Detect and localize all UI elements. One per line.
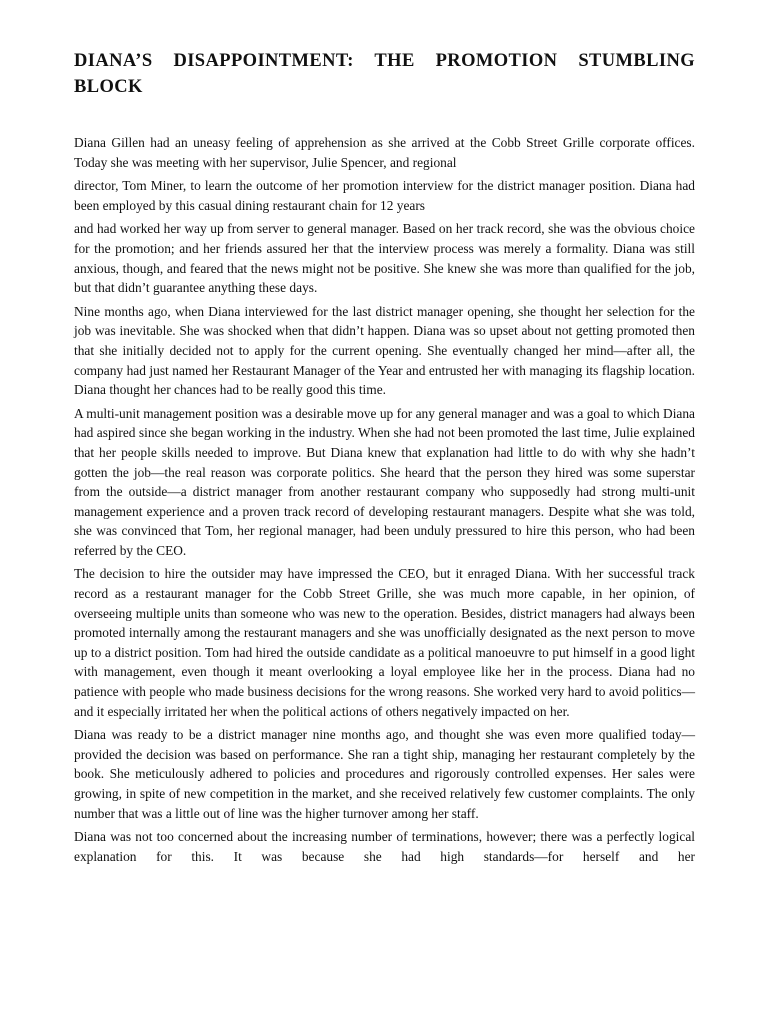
- document-page: [74, 48, 695, 870]
- paragraph-7: Diana was ready to be a district manager nine months ago, and thought she was even more qualified today—provided the decision was based on performance. She ran a tight ship, managing her restaurant completely by the book. She meticulously adhered to policies and procedures and rigorously controlled expenses. Her sales were growing, in spite of new competition in the market, and she received relatively few customer complaints. The only number that was a little out of line was the higher turnover among her staff.: [74, 727, 695, 821]
- document-title: DIANA’S DISAPPOINTMENT: THE PROMOTION STUMBLING BLOCK: [74, 51, 695, 97]
- paragraph-6: The decision to hire the outsider may have impressed the CEO, but it enraged Diana. With her successful track record as a restaurant manager for the Cobb Street Grille, she was much more capable, in her opinion, of overseeing multiple units than someone who was new to the operation. Besides, district managers had always been promoted internally among the restaurant managers and she was unofficially designated as the next person to move up to a district position. Tom had hired the outside candidate as a political manoeuvre to put himself in a good light with management, even though it meant overlooking a loyal employee like her in the process. Diana had no patience with people who made business decisions for the wrong reasons. She worked very hard to avoid politics—and it especially irritated her when the political actions of others negatively impacted on her.: [74, 566, 695, 719]
- paragraph-4: Nine months ago, when Diana interviewed for the last district manager opening, she thought her selection for the job was inevitable. She was shocked when that didn’t happen. Diana was so upset about not getting promoted then that she initially decided not to apply for the current opening. She eventually changed her mind—after all, the company had just named her Restaurant Manager of the Year and entrusted her with managing its flagship location. Diana thought her chances had to be really good this time.: [74, 303, 695, 398]
- paragraph-8: Diana was not too concerned about the increasing number of terminations, however; there was a perfectly logical explanation for this. It was because she had high standards—for herself and her: [74, 829, 695, 864]
- paragraph-5: A multi-unit management position was a desirable move up for any general manager and was a goal to which Diana had aspired since she began working in the industry. When she had not been promoted the last time, Julie explained that her people skills needed to improve. But Diana knew that explanation had little to do with why she hadn’t gotten the job—the real reason was corporate politics. She heard that the person they hired was some superstar from the outside—a district manager from another restaurant company who supposedly had strong multi-unit management experience and a proven track record of developing restaurant managers. Despite what she was told, she was convinced that Tom, her regional manager, had been unduly pressured to hire this person, who had been referred by the CEO.: [74, 405, 695, 558]
- paragraph-3: and had worked her way up from server to general manager. Based on her track record, she was the obvious choice for the promotion; and her friends assured her that the interview process was merely a formality. Diana was still anxious, though, and feared that the news might not be positive. She knew she was more than qualified for the job, but that didn’t guarantee anything these days.: [74, 221, 695, 296]
- paragraph-1: Diana Gillen had an uneasy feeling of apprehension as she arrived at the Cobb Street Grille corporate offices. Today she was meeting with her supervisor, Julie Spencer, and regional: [74, 135, 695, 170]
- paragraph-2: director, Tom Miner, to learn the outcome of her promotion interview for the district manager position. Diana had been employed by this casual dining restaurant chain for 12 years: [74, 178, 695, 213]
